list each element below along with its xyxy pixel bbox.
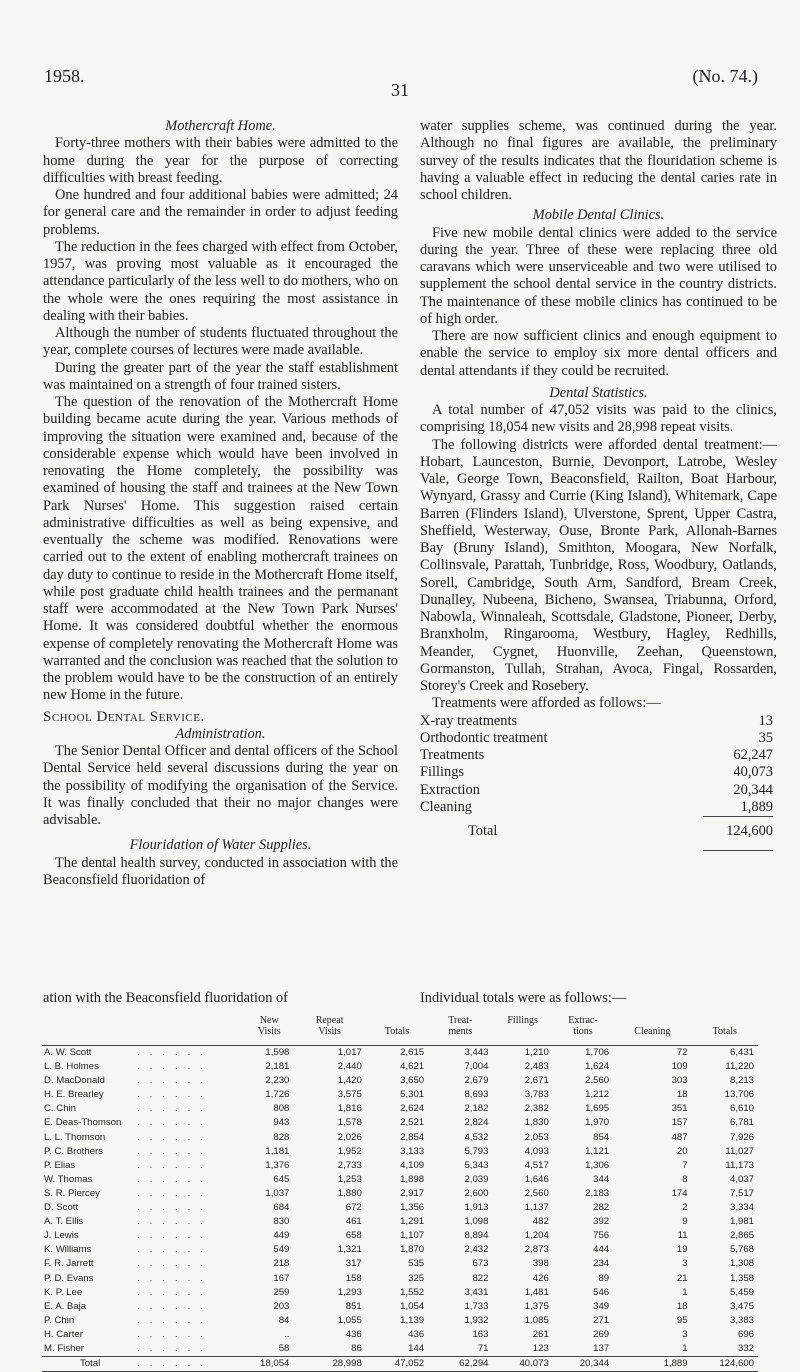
table-cell: 1,253 [337,1173,362,1185]
total-cell: 124,600 [692,1357,758,1372]
table-cell: 5,301 [400,1089,425,1101]
table-cell: 2,440 [337,1061,362,1073]
paragraph: There are now sufficient clinics and enough equipment to enable the service to employ six more dental officers and dental attendants if they could be recruited. [420,328,777,379]
dentist-name: H. E. Brearley ...... [44,1089,213,1101]
table-cell: 1,880 [337,1187,362,1199]
treatment-total-label: Total [468,823,498,839]
total-cell: 40,073 [492,1357,552,1372]
table-cell: 1,293 [337,1286,362,1298]
treatment-row [420,782,777,799]
table-cell: 4,621 [400,1061,425,1073]
table-cell: 854 [593,1131,610,1143]
table-cell: 3,334 [729,1202,754,1214]
table-row [42,1257,758,1271]
table-row [42,1229,758,1243]
sum-rule [703,816,773,817]
table-cell: 1,726 [265,1089,290,1101]
treatment-value: 20,344 [733,781,773,798]
table-cell: 436 [345,1328,362,1340]
table-row [42,1243,758,1257]
table-cell: 5,343 [464,1159,489,1171]
table-cell: 2,230 [265,1075,290,1087]
table-cell: 1,952 [337,1145,362,1157]
table-cell: 8,894 [464,1230,489,1242]
table-cell: 1,055 [337,1314,362,1326]
table-cell: 2,865 [729,1230,754,1242]
table-cell: 1 [682,1342,688,1354]
table-cell: 7,926 [729,1131,754,1143]
table-cell: 6,781 [729,1117,754,1129]
table-cell: 943 [273,1117,290,1129]
table-cell: 1,898 [400,1173,425,1185]
table-cell: 144 [408,1342,425,1354]
table-cell: 3,443 [428,1046,492,1061]
table-cell: 86 [351,1342,362,1354]
table-cell: 6,610 [729,1103,754,1115]
header-number: (No. 74.) [692,66,758,86]
table-cell: 18 [676,1300,688,1312]
dentist-name: L. B. Holmes ...... [44,1061,213,1073]
table-cell: 822 [472,1272,489,1284]
table-cell: 1,358 [729,1272,754,1284]
table-cell: 673 [472,1258,489,1270]
table-cell: 2,854 [400,1131,425,1143]
table-cell: 344 [593,1173,610,1185]
table-cell: 7,517 [729,1187,754,1199]
table-cell: 3,575 [337,1089,362,1101]
table-total-row [42,1357,758,1372]
column-header-treatments: Treat- ments [448,1015,473,1037]
table-cell: 1,981 [729,1216,754,1228]
treatment-label: Fillings [420,764,464,781]
page-number: 31 [391,80,409,100]
table-cell: 2,600 [464,1187,489,1199]
table-cell: 303 [671,1075,688,1087]
table-cell: 808 [273,1103,290,1115]
table-cell: 1,552 [400,1286,425,1298]
table-row [42,1272,758,1286]
paragraph: Five new mobile dental clinics were added to the service during the year. Three of these were replacing three old caravans which were unserviceable and two were utilised to supplement the school dental service in the country districts. The maintenance of these mobile clinics has continued to be of high order. [420,224,777,327]
table-cell: 3 [682,1258,688,1270]
table-cell: 317 [345,1258,362,1270]
total-cell: 62,294 [428,1357,492,1372]
table-cell: 11 [677,1230,688,1242]
treatment-value: 1,889 [740,798,773,815]
table-cell: 1,578 [337,1117,362,1129]
table-cell: 2,679 [464,1075,489,1087]
table-cell: 6,431 [692,1046,758,1061]
continued-text: ation with the Beaconsfield fluoridation of [43,990,288,1006]
dentist-name: P. C. Brothers ...... [44,1145,213,1157]
treatment-row [420,764,777,781]
table-row [42,1145,758,1159]
table-cell: 11,027 [725,1145,754,1157]
table-cell: 684 [273,1202,290,1214]
dentist-name: A. T. Ellis ...... [44,1216,213,1228]
table-row [42,1060,758,1074]
dental-statistics-heading: Dental Statistics. [549,384,648,401]
table-cell: 2,824 [464,1117,489,1129]
table-cell: 19 [676,1244,688,1256]
column-header-new-visits: New Visits [257,1015,281,1037]
table-cell: 203 [273,1300,290,1312]
column-header-fillings: Fillings [507,1015,538,1026]
table-cell: 449 [273,1230,290,1242]
table-cell: 2,521 [400,1117,425,1129]
table-cell: 482 [532,1216,549,1228]
table-cell: 269 [593,1328,610,1340]
table-cell: 4,532 [464,1131,489,1143]
table-cell: 4,109 [400,1159,425,1171]
table-cell: .. [284,1328,290,1340]
table-cell: 1,481 [524,1286,549,1298]
table-cell: 8 [682,1173,688,1185]
dentist-name: D. MacDonald ...... [44,1075,213,1087]
table-row [42,1215,758,1229]
total-cell: 28,998 [293,1357,365,1372]
total-label: Total ...... [42,1357,245,1372]
table-row [42,1131,758,1145]
table-cell: 1,139 [400,1314,425,1326]
table-cell: 351 [671,1103,688,1115]
column-header-repeat-visits: Repeat Visits [315,1015,344,1037]
table-cell: 123 [532,1342,549,1354]
table-cell: 58 [278,1342,290,1354]
table-cell: 167 [273,1272,290,1284]
paragraph: The following districts were afforded dental treatment:—Hobart, Launceston, Burnie, Devonport, Latrobe, Wesley Vale, George Town, Beaconsfield, Railton, Boat Harbour, Wynyard, Grassy and Currie (King Island), Whitemark, Cape Barren (Flinders Island), Ulverstone, Sprent, Upper Castra, Sheffield, Westerway, Ouse, Bronte Park, Allonah-Barnes Bay (Bruny Island), Smithton, Moogara, New Norfalk, Collinsvale, Parattah, Tunbridge, Ross, Woodbury, Oatlands, Sorell, Cambridge, South Arm, Sandford, Bream Creek, Dunalley, Nubeena, Bicheno, Swansea, Triabunna, Orford, Nabowla, Winnaleah, Scottsdale, Gladstone, Pioneer, Derby, Branxholm, Ringarooma, Westbury, Hagley, Redhills, Meander, Cygnet, Huonville, Zeehan, Queenstown, Gormanston, Tullah, Strahan, Avoca, Fingal, Rossarden, Storey's Creek and Rosebery. [420,436,777,694]
column-header-totals: Totals [384,1026,410,1037]
table-cell: 461 [345,1216,362,1228]
table-row [42,1088,758,1102]
dentist-name: K. Williams ...... [44,1244,213,1256]
table-cell: 2,432 [464,1244,489,1256]
table-row [42,1102,758,1116]
table-cell: 2 [682,1202,688,1214]
table-row [42,1187,758,1201]
paragraph: A total number of 47,052 visits was paid to the clinics, comprising 18,054 new visits and 28,998 repeat visits. [420,402,777,436]
table-cell: 1,706 [553,1046,613,1061]
table-cell: 2,917 [400,1187,425,1199]
table-cell: 2,615 [366,1046,428,1061]
flouridation-heading: Flouridation of Water Supplies. [129,837,312,854]
table-cell: 1,816 [337,1103,362,1115]
table-cell: 20 [676,1145,688,1157]
table-cell: 1,137 [524,1202,549,1214]
left-column [43,118,398,889]
table-cell: 4,517 [524,1159,549,1171]
table-cell: 2,183 [585,1187,610,1199]
dentist-name: D. Scott ...... [44,1202,213,1214]
treatment-label: X-ray treatments [420,712,518,729]
treatment-label: Treatments [420,747,485,763]
table-cell: 1,017 [293,1046,365,1061]
table-row [42,1201,758,1215]
treatment-total-value: 124,600 [726,823,773,839]
table-cell: 95 [676,1314,688,1326]
treatment-row [420,747,777,764]
table-cell: 71 [477,1342,489,1354]
table-cell: 696 [737,1328,754,1340]
table-cell: 234 [593,1258,610,1270]
table-cell: 7 [682,1159,688,1171]
treatment-value: 62,247 [733,747,773,763]
mobile-clinics-heading: Mobile Dental Clinics. [532,207,665,224]
dentist-name: E. Deas-Thomson ...... [44,1117,213,1129]
table-cell: 444 [593,1244,610,1256]
mothercraft-heading: Mothercraft Home. [165,118,276,134]
paragraph: water supplies scheme, was continued during the year. Although no final figures are available, the preliminary survey of the results indicates that the flouridation scheme is having a valuable effect in reducing the dental caries rate in school children. [420,118,777,203]
table-cell: 535 [408,1258,425,1270]
table-cell: 2,026 [337,1131,362,1143]
dentist-name: F. R. Jarrett ...... [44,1258,213,1270]
table-cell: 1,870 [400,1244,425,1256]
table-cell: 3,133 [400,1145,425,1157]
table-cell: 851 [345,1300,362,1312]
dentist-name: S. R. Piercey ...... [44,1187,213,1199]
table-cell: 137 [593,1342,610,1354]
table-cell: 2,053 [524,1131,549,1143]
table-cell: 1,830 [524,1117,549,1129]
table-cell: 436 [408,1328,425,1340]
table-cell: 158 [345,1272,362,1284]
dentist-name: L. L. Thomson ...... [44,1131,213,1143]
table-cell: 3,783 [524,1089,549,1101]
table-cell: 1,624 [585,1061,610,1073]
paragraph: Treatments were afforded as follows:— [432,695,661,712]
dentist-name: M. Fisher ...... [44,1342,213,1354]
table-cell: 2,483 [524,1061,549,1073]
column-header [42,1015,245,1046]
paragraph: The reduction in the fees charged with effect from October, 1957, was proving most valuable as it encouraged the attendance particularly of the less well to do mothers, who on the whole were the ones requiring the most assistance in dealing with their babies. [43,238,398,324]
table-cell: 1,204 [524,1230,549,1242]
dentist-name: P. D. Evans ...... [44,1272,213,1284]
table-cell: 1,375 [524,1300,549,1312]
treatment-row [420,799,777,816]
table-cell: 21 [676,1272,688,1284]
table-cell: 1 [682,1286,688,1298]
table-cell: 325 [408,1272,425,1284]
table-cell: 1,321 [337,1244,362,1256]
treatment-label: Orthodontic treatment [420,729,548,746]
table-row [42,1314,758,1328]
table-cell: 2,733 [337,1159,362,1171]
table-row [42,1328,758,1342]
table-cell: 174 [671,1187,688,1199]
table-cell: 672 [345,1202,362,1214]
table-cell: 2,671 [524,1075,549,1087]
total-cell: 1,889 [613,1357,691,1372]
table-cell: 1,181 [265,1145,290,1157]
table-cell: 2,182 [464,1103,489,1115]
total-cell: 47,052 [366,1357,428,1372]
table-cell: 546 [593,1286,610,1298]
table-cell: 2,181 [265,1061,290,1073]
total-cell: 18,054 [245,1357,293,1372]
table-cell: 2,624 [400,1103,425,1115]
table-cell: 5,793 [464,1145,489,1157]
individual-intro: Individual totals were as follows:— [420,990,627,1006]
table-cell: 218 [273,1258,290,1270]
table-row [42,1173,758,1187]
total-cell: 20,344 [553,1357,613,1372]
table-cell: 72 [613,1046,691,1061]
table-row [42,1286,758,1300]
treatment-value: 40,073 [733,764,773,781]
table-cell: 1,107 [400,1230,425,1242]
table-cell: 1,376 [265,1159,290,1171]
table-cell: 2,873 [524,1244,549,1256]
treatment-label: Cleaning [420,798,472,815]
table-cell: 1,598 [245,1046,293,1061]
table-cell: 4,037 [729,1173,754,1185]
table-cell: 2,039 [464,1173,489,1185]
paragraph: Although the number of students fluctuated throughout the year, complete courses of lectures were made available. [43,325,398,359]
table-cell: 830 [273,1216,290,1228]
table-row [42,1074,758,1088]
table-cell: 271 [593,1314,610,1326]
dentist-name: P. Elias ...... [44,1159,213,1171]
dentist-name: W. Thomas ...... [44,1173,213,1185]
table-cell: 11,173 [725,1159,754,1171]
table-header-row [42,1015,758,1046]
table-cell: 1,356 [400,1202,425,1214]
table-cell: 3 [682,1328,688,1340]
column-header-cleaning: Cleaning [634,1026,671,1037]
table-cell: 1,085 [524,1314,549,1326]
table-cell: 1,098 [464,1216,489,1228]
table-cell: 332 [737,1342,754,1354]
table-cell: 349 [593,1300,610,1312]
table-cell: 1,291 [400,1216,425,1228]
table-cell: 1,733 [464,1300,489,1312]
treatment-row [420,730,777,747]
table-cell: 259 [273,1286,290,1298]
table-cell: 1,913 [464,1202,489,1214]
dentist-name: A. W. Scott ...... [42,1046,245,1061]
dentist-name: C. Chin ...... [44,1103,213,1115]
table-cell: 487 [671,1131,688,1143]
table-cell: 756 [593,1230,610,1242]
individual-totals-table [42,1015,758,1372]
table-cell: 8,213 [729,1075,754,1087]
table-cell: 84 [278,1314,290,1326]
table-cell: 2,560 [585,1075,610,1087]
table-cell: 163 [472,1328,489,1340]
treatment-value: 13 [758,712,773,729]
table-cell: 1,306 [585,1159,610,1171]
table-cell: 11,220 [725,1061,754,1073]
paragraph: During the greater part of the year the staff establishment was maintained on a strength of four trained sisters. [43,359,398,393]
table-cell: 1,420 [337,1075,362,1087]
table-cell: 1,695 [585,1103,610,1115]
table-cell: 3,475 [729,1300,754,1312]
total-rule [703,850,773,851]
table-cell: 398 [532,1258,549,1270]
table-cell: 1,308 [729,1258,754,1270]
table-cell: 3,650 [400,1075,425,1087]
table-cell: 13,706 [724,1089,754,1101]
table-cell: 2,560 [524,1187,549,1199]
paragraph: The question of the renovation of the Mothercraft Home building became acute during the year. Various methods of improving the situation were examined and, because of the considerable expense which would have been involved in renovating the Home completely, the possibility was examined of housing the staff and trainees at the New Town Park Nurses' Home. This suggestion raised certain administrative difficulties as well as being expensive, and eventually the scheme was modified. Renovations were carried out to the extent of enabling mothercraft trainees on day duty to continue to reside in the Mothercraft Home itself, while post graduate child health trainees and the permanant staff were accommodated at the New Town Park Nurses' Home. It was considered doubtful whether the enormous expense of completely renovating the Mothercraft Home was warranted and the conclusion was reached that the solution to the problem would have to be the construction of an entirely new Home in the future. [43,394,398,704]
table-cell: 658 [345,1230,362,1242]
table-cell: 18 [676,1089,688,1101]
table-cell: 1,212 [585,1089,610,1101]
treatments-list [420,713,777,852]
table-cell: 9 [682,1216,688,1228]
column-header-totals: Totals [712,1026,737,1037]
table-cell: 1,932 [464,1314,489,1326]
table-cell: 2,382 [524,1103,549,1115]
table-cell: 645 [273,1173,290,1185]
table-cell: 8,693 [464,1089,489,1101]
paragraph: One hundred and four additional babies were admitted; 24 for general care and the remainder in order to adjust feeding problems. [43,187,398,238]
table-cell: 5,768 [729,1244,754,1256]
paragraph: Forty-three mothers with their babies were admitted to the home during the year for the purpose of correcting difficulties with breast feeding. [43,135,398,186]
table-cell: 261 [532,1328,549,1340]
paragraph: The Senior Dental Officer and dental officers of the School Dental Service held several discussions during the year on the possibility of modifying the organisation of the Service. It was finally concluded that their no major changes were advisable. [43,743,398,828]
dentist-name: E. A. Baja ...... [44,1300,213,1312]
table-row [42,1159,758,1173]
table-cell: 1,970 [585,1117,610,1129]
table-row [42,1046,758,1061]
treatment-value: 35 [758,729,773,746]
table-row [42,1116,758,1130]
table-cell: 1,210 [492,1046,552,1061]
table-cell: 1,054 [400,1300,425,1312]
table-cell: 89 [598,1272,610,1284]
treatment-row [420,713,777,730]
dentist-name: J. Lewis ...... [44,1230,213,1242]
school-dental-heading: School Dental Service. [43,708,205,725]
table-cell: 392 [593,1216,610,1228]
table-cell: 7,004 [464,1061,489,1073]
table-cell: 5,459 [729,1286,754,1298]
administration-heading: Administration. [175,725,266,742]
table-cell: 3,431 [464,1286,489,1298]
table-cell: 1,037 [265,1187,290,1199]
table-cell: 828 [273,1131,290,1143]
table-cell: 426 [532,1272,549,1284]
table-cell: 1,121 [585,1145,610,1157]
table-row [42,1300,758,1314]
table-row [42,1342,758,1357]
right-column [420,118,777,851]
table-cell: 4,093 [524,1145,549,1157]
treatment-total-row [420,823,777,840]
column-header-extractions: Extrac- tions [568,1015,598,1037]
table-cell: 282 [593,1202,610,1214]
table-cell: 109 [671,1061,688,1073]
table-cell: 1,646 [524,1173,549,1185]
table-cell: 549 [273,1244,290,1256]
dentist-name: H. Carter ...... [44,1328,213,1340]
treatment-label: Extraction [420,781,480,798]
paragraph: The dental health survey, conducted in association with the Beaconsfield fluoridation of [43,854,398,888]
table-cell: 3,383 [729,1314,754,1326]
header-year: 1958. [44,66,85,86]
table-cell: 157 [671,1117,688,1129]
dentist-name: K. P. Lee ...... [44,1286,213,1298]
dentist-name: P. Chin ...... [44,1314,213,1326]
